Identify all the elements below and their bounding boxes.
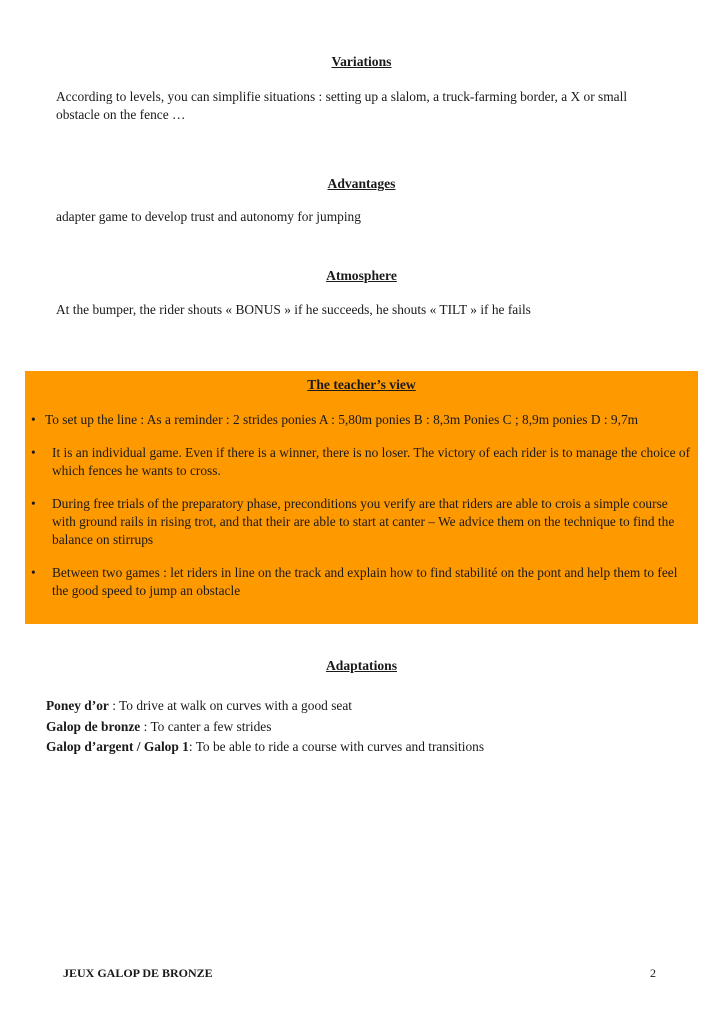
bullet-icon: • [31,412,36,427]
advantages-heading: Advantages [327,176,396,191]
teachers-view-item: To set up the line : As a reminder : 2 strides ponies A : 5,80m ponies B : 8,3m Ponies C ; 8,9m ponies D : 9,7m [45,412,639,427]
bullet-icon: • [31,565,36,580]
adaptations-heading: Adaptations [325,658,397,673]
adaptation-separator: : [140,719,151,734]
adaptation-text: To drive at walk on curves with a good seat [119,698,353,713]
adaptation-label: Galop de bronze [46,719,141,734]
adaptation-line [46,718,686,736]
adaptation-label: Galop d’argent / Galop 1 [46,739,189,754]
page-number: 2 [650,966,656,980]
advantages-text: adapter game to develop trust and autonomy for jumping [56,209,361,224]
footer-title: JEUX GALOP DE BRONZE [63,966,213,980]
adaptation-line [46,697,686,715]
adaptation-separator: : [108,698,120,713]
adaptation-line [46,738,686,756]
teachers-view-item: Between two games : let riders in line on the track and explain how to find stabilité on the pont and help them to feel the good speed to jump an obstacle [52,565,678,598]
adaptation-text: To be able to ride a course with curves and transitions [195,739,485,754]
atmosphere-text: At the bumper, the rider shouts « BONUS » if he succeeds, he shouts « TILT » if he fails [56,302,531,317]
variations-heading: Variations [331,54,392,69]
atmosphere-heading: Atmosphere [326,268,397,283]
teachers-view-box [25,371,698,624]
bullet-icon: • [31,445,36,460]
teachers-view-item: During free trials of the preparatory phase, preconditions you verify are that riders are able to crois a simple course with ground rails in rising trot, and that their are able to start at canter – We advice them on the technique to find the balance on stirrups [52,496,675,547]
teachers-view-heading: The teacher’s view [307,377,416,392]
adaptation-text: To canter a few strides [150,719,272,734]
variations-text: According to levels, you can simplifie situations : setting up a slalom, a truck-farming border, a X or small obstacle on the fence … [56,89,628,122]
teachers-view-item: It is an individual game. Even if there is a winner, there is no loser. The victory of each rider is to manage the choice of which fences he wants to cross. [52,445,691,478]
adaptation-label: Poney d’or [46,698,109,713]
adaptation-separator: : [188,739,196,754]
bullet-icon: • [31,496,36,511]
